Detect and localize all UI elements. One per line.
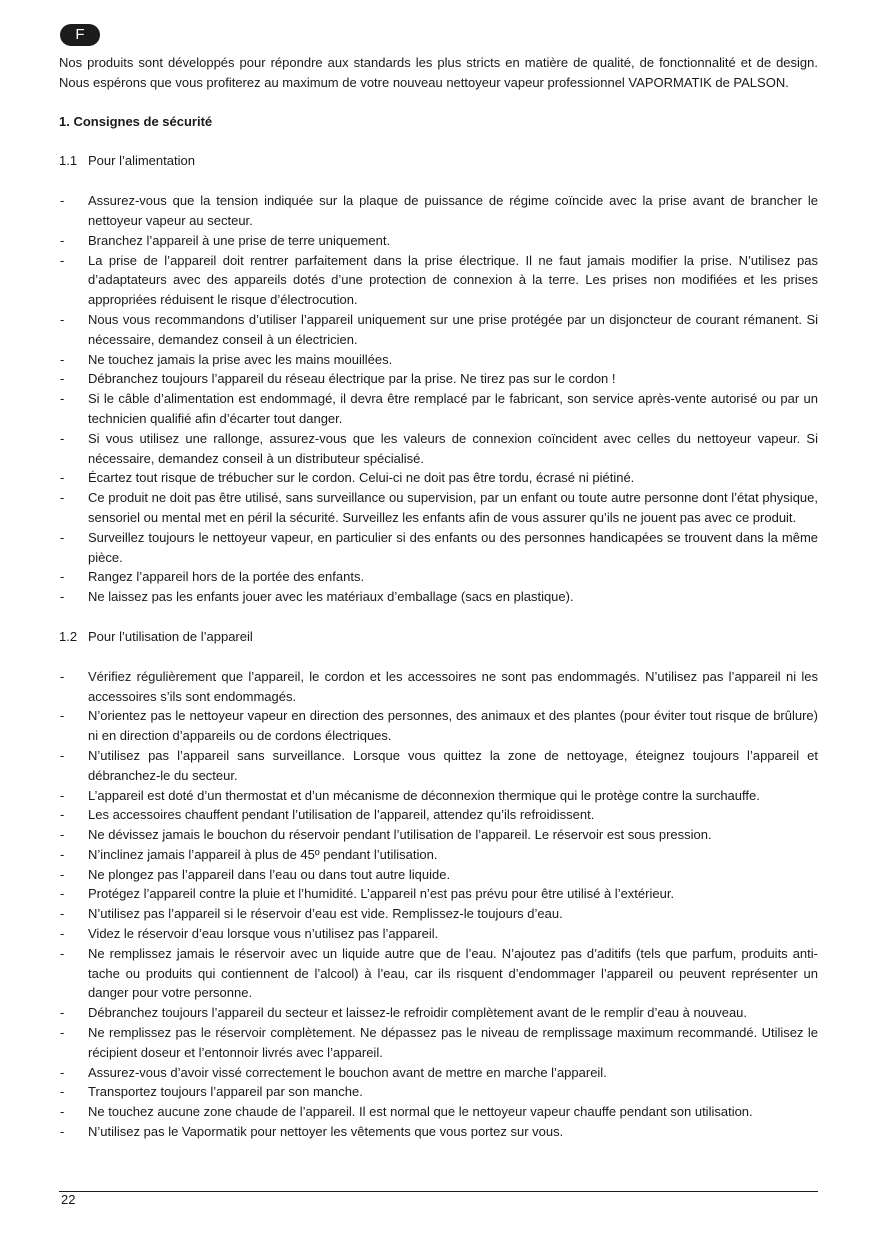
- list-item: - Vérifiez régulièrement que l’appareil, le cordon et les accessoires ne sont pas endommagés. N’utilisez pas l’appareil ni les accessoires s’ils sont endommagés.: [59, 667, 818, 707]
- list-item: - Ne dévissez jamais le bouchon du réservoir pendant l’utilisation de l’appareil. Le réservoir est sous pression.: [59, 825, 818, 845]
- list-item: - N’utilisez pas l’appareil sans surveillance. Lorsque vous quittez la zone de nettoyage, éteignez toujours l’appareil et débranchez-le du secteur.: [59, 746, 818, 786]
- list-item: - N’orientez pas le nettoyeur vapeur en direction des personnes, des animaux et des plantes (pour éviter tout risque de brûlure) ni en direction d’appareils ou de cordons électriques.: [59, 706, 818, 746]
- subsection-title: Pour l’utilisation de l’appareil: [88, 628, 253, 644]
- list-item: - Assurez-vous que la tension indiquée sur la plaque de puissance de régime coïncide avec la prise avant de brancher le nettoyeur vapeur au secteur.: [59, 191, 818, 231]
- list-item: - La prise de l’appareil doit rentrer parfaitement dans la prise électrique. Il ne faut jamais modifier la prise. N’utilisez pas d’adaptateurs avec des appareils dotés d’une protection de connexion à la terre. Les prises non modifiées et les prises appropriées réduisent le risque d’électrocution.: [59, 251, 818, 310]
- list-item: - Ne laissez pas les enfants jouer avec les matériaux d’emballage (sacs en plastique).: [59, 587, 818, 607]
- list-item: - Rangez l’appareil hors de la portée des enfants.: [59, 567, 818, 587]
- list-item: - Ce produit ne doit pas être utilisé, sans surveillance ou supervision, par un enfant ou toute autre personne dont l’état physique, sensoriel ou mental met en péril la sécurité. Surveillez les enfants afin de vous assurer qu’ils ne jouent pas avec ce produit.: [59, 488, 818, 528]
- subsection-number: 1.2: [59, 628, 78, 644]
- list-item: - Surveillez toujours le nettoyeur vapeur, en particulier si des enfants ou des personnes handicapées se trouvent dans la même pièce.: [59, 528, 818, 568]
- section-title: 1. Consignes de sécurité: [59, 113, 213, 129]
- subsection-number: 1.1: [59, 153, 78, 169]
- subsection-heading-power: [59, 151, 818, 171]
- list-item: - Si le câble d’alimentation est endommagé, il devra être remplacé par le fabricant, son service après-vente autorisé ou par un technicien qualifié afin d’écarter tout danger.: [59, 389, 818, 429]
- list-item: - Ne touchez jamais la prise avec les mains mouillées.: [59, 350, 818, 370]
- list-item: - Ne touchez aucune zone chaude de l’appareil. Il est normal que le nettoyeur vapeur chauffe pendant son utilisation.: [59, 1102, 818, 1122]
- list-item: - Débranchez toujours l’appareil du réseau électrique par la prise. Ne tirez pas sur le cordon !: [59, 369, 818, 389]
- subsection-title: Pour l’alimentation: [88, 153, 195, 169]
- page-number: 22: [61, 1192, 76, 1207]
- list-item: - N’utilisez pas le Vapormatik pour nettoyer les vêtements que vous portez sur vous.: [59, 1122, 818, 1142]
- list-item: - Débranchez toujours l’appareil du secteur et laissez-le refroidir complètement avant de le remplir d’eau à nouveau.: [59, 1003, 818, 1023]
- language-badge: F: [60, 24, 100, 46]
- list-item: - Ne remplissez pas le réservoir complètement. Ne dépassez pas le niveau de remplissage maximum recommandé. Utilisez le récipient doseur et l’entonnoir livrés avec l’appareil.: [59, 1023, 818, 1063]
- list-item: - Videz le réservoir d’eau lorsque vous n’utilisez pas l’appareil.: [59, 924, 818, 944]
- subsection-heading-usage: [59, 627, 818, 647]
- list-item: - Ne remplissez jamais le réservoir avec un liquide autre que de l’eau. N’ajoutez pas d’aditifs (tels que parfum, produits anti-tache ou produits qui contiennent de l’alcool) à l’eau, car ils risquent d’endommager l’appareil ou peuvent représenter un danger pour votre personne.: [59, 944, 818, 1003]
- list-item: - L’appareil est doté d’un thermostat et d’un mécanisme de déconnexion thermique qui le protège contre la surchauffe.: [59, 786, 818, 806]
- intro-paragraph: Nos produits sont développés pour répondre aux standards les plus stricts en matière de qualité, de fonctionnalité et de design. Nous espérons que vous profiterez au maximum de votre nouveau nettoyeur vapeur professionnel VAPORMATIK de PALSON.: [59, 55, 818, 90]
- list-item: - Nous vous recommandons d’utiliser l’appareil uniquement sur une prise protégée par un disjoncteur de courant rémanent. Si nécessaire, demandez conseil à un électricien.: [59, 310, 818, 350]
- power-safety-list: [59, 191, 818, 607]
- list-item: - Écartez tout risque de trébucher sur le cordon. Celui-ci ne doit pas être tordu, écrasé ni piétiné.: [59, 468, 818, 488]
- usage-safety-list: [59, 667, 818, 1142]
- list-item: - Assurez-vous d’avoir vissé correctement le bouchon avant de mettre en marche l’appareil.: [59, 1063, 818, 1083]
- list-item: - Les accessoires chauffent pendant l’utilisation de l’appareil, attendez qu’ils refroidissent.: [59, 805, 818, 825]
- footer-divider: [59, 1191, 818, 1192]
- list-item: - Protégez l’appareil contre la pluie et l’humidité. L’appareil n’est pas prévu pour être utilisé à l’extérieur.: [59, 884, 818, 904]
- list-item: - Transportez toujours l’appareil par son manche.: [59, 1082, 818, 1102]
- list-item: - Ne plongez pas l’appareil dans l’eau ou dans tout autre liquide.: [59, 865, 818, 885]
- list-item: - Si vous utilisez une rallonge, assurez-vous que les valeurs de connexion coïncident avec celles du nettoyeur vapeur. Si nécessaire, demandez conseil à un distributeur spécialisé.: [59, 429, 818, 469]
- list-item: - N’utilisez pas l’appareil si le réservoir d’eau est vide. Remplissez-le toujours d’eau.: [59, 904, 818, 924]
- list-item: - N’inclinez jamais l’appareil à plus de 45º pendant l’utilisation.: [59, 845, 818, 865]
- document-page: [59, 24, 818, 1142]
- list-item: - Branchez l’appareil à une prise de terre uniquement.: [59, 231, 818, 251]
